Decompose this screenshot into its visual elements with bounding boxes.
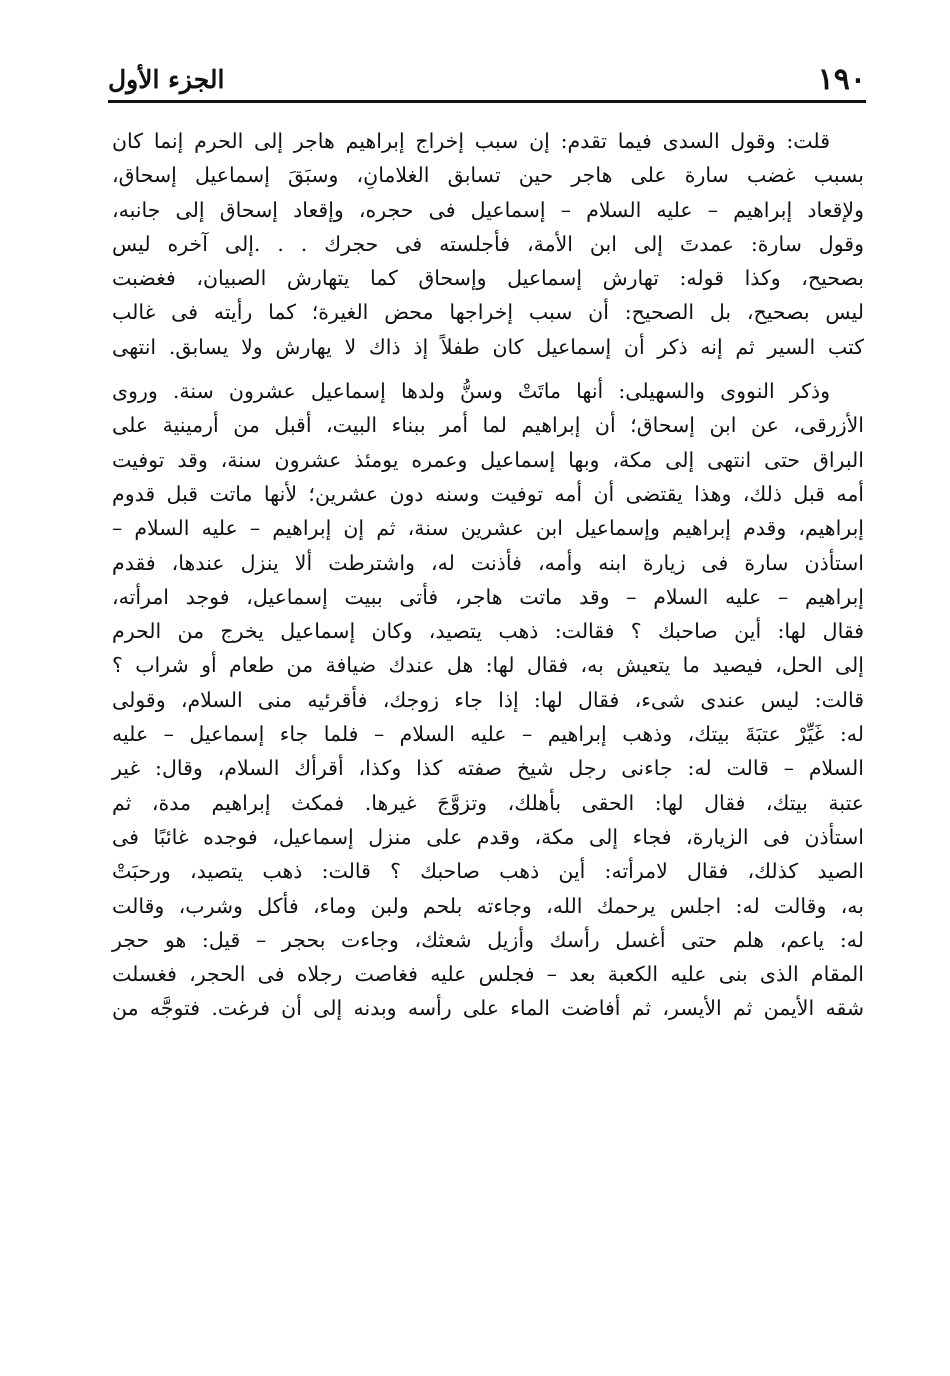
text-line: شقه الأيمن ثم الأيسر، ثم أفاضت الماء على رأسه وبدنه إلى أن فرغت. فتوجَّه من <box>112 996 864 1021</box>
text-line: الصيد كذلك، فقال لامرأته: أين ذهب صاحبك ؟ قالت: ذهب يتصيد، ورحبَتْ <box>112 859 864 884</box>
text-line: المقام الذى بنى عليه الكعبة بعد – فجلس عليه فغاصت رجلاه فى الحجر، فغسلت <box>112 962 864 987</box>
paragraph-gap <box>112 364 864 374</box>
text-line: وقول سارة: عمدتَ إلى ابن الأمة، فأجلسته فى حجرك . . .إلى آخره ليس <box>112 231 864 256</box>
text-line: إبراهيم – عليه السلام – وقد ماتت هاجر، فأتى ببيت إسماعيل، فوجد امرأته، <box>112 584 864 609</box>
text-line: ولإقعاد إبراهيم – عليه السلام – إسماعيل فى حجره، وإقعاد إسحاق إلى جانبه، <box>112 197 864 222</box>
text-line: بسبب غضب سارة على هاجر حين تسابق الغلامانِ، وسبَقَ إسماعيل إسحاق، <box>112 163 864 188</box>
text-line: به، وقالت له: اجلس يرحمك الله، وجاءته بلحم ولبن وماء، فأكل وشرب، وقالت <box>112 893 864 918</box>
text-line: إلى الحل، فيصيد ما يتعيش به، فقال لها: هل عندك ضيافة من طعام أو شراب ؟ <box>112 653 864 678</box>
text-line: البراق حتى انتهى إلى مكة، وبها إسماعيل وعمره يومئذ عشرون سنة، وقد توفيت <box>112 447 864 472</box>
page-number: ١٩٠ <box>817 62 866 97</box>
text-line: إبراهيم، وقدم إبراهيم وإسماعيل ابن عشرين سنة، ثم إن إبراهيم – عليه السلام – <box>112 516 864 541</box>
text-line: له: ياعم، هلم حتى أغسل رأسك وأزيل شعثك، وجاءت بحجر – قيل: هو حجر <box>112 927 864 952</box>
text-line: وذكر النووى والسهيلى: أنها ماتَتْ وسنُّ ولدها إسماعيل عشرون سنة. وروى <box>112 379 830 404</box>
body-text <box>112 124 864 1026</box>
text-line: فقال لها: أين صاحبك ؟ فقالت: ذهب يتصيد، وكان إسماعيل يخرج من الحرم <box>112 619 864 644</box>
text-line: أمه قبل ذلك، وهذا يقتضى أن أمه توفيت وسنه دون عشرين؛ لأنها ماتت قبل قدوم <box>112 481 864 506</box>
paragraph-2 <box>112 374 864 1026</box>
running-header <box>108 54 866 98</box>
text-line: ليس بصحيح، بل الصحيح: أن سبب إخراجها محض الغيرة؛ كما رأيته فى غالب <box>112 300 864 325</box>
text-line: قالت: ليس عندى شىء، فقال لها: إذا جاء زوجك، فأقرئيه منى السلام، وقولى <box>112 687 864 712</box>
text-line: كتب السير ثم إنه ذكر أن إسماعيل كان طفلاً إذ ذاك لا يهارش ولا يسابق. انتهى <box>112 334 864 359</box>
text-line: استأذن فى الزيارة، فجاء إلى مكة، وقدم على منزل إسماعيل، فوجده غائبًا فى <box>112 824 864 849</box>
text-line: السلام – قالت له: جاءنى رجل شيخ صفته كذا وكذا، أقرأك السلام، وقال: غير <box>112 756 864 781</box>
text-line: له: غَيِّرْ عتبَةَ بيتك، وذهب إبراهيم – عليه السلام – فلما جاء إسماعيل – عليه <box>112 722 864 747</box>
text-line: بصحيح، وكذا قوله: تهارش إسماعيل وإسحاق كما يتهارش الصبيان، فغضبت <box>112 266 864 291</box>
text-line: الأزرقى، عن ابن إسحاق؛ أن إبراهيم لما أمر ببناء البيت، أقبل من أرمينية على <box>112 413 864 438</box>
text-line: عتبة بيتك، فقال لها: الحقى بأهلك، وتزوَّجَ غيرها. فمكث إبراهيم مدة، ثم <box>112 790 864 815</box>
part-title: الجزء الأول <box>108 65 225 94</box>
paragraph-1 <box>112 124 864 364</box>
header-divider <box>108 100 866 103</box>
text-line: استأذن سارة فى زيارة ابنه وأمه، فأذنت له، واشترطت ألا ينزل عندها، فقدم <box>112 550 864 575</box>
text-line: قلت: وقول السدى فيما تقدم: إن سبب إخراج إبراهيم هاجر إلى الحرم إنما كان <box>112 129 830 153</box>
